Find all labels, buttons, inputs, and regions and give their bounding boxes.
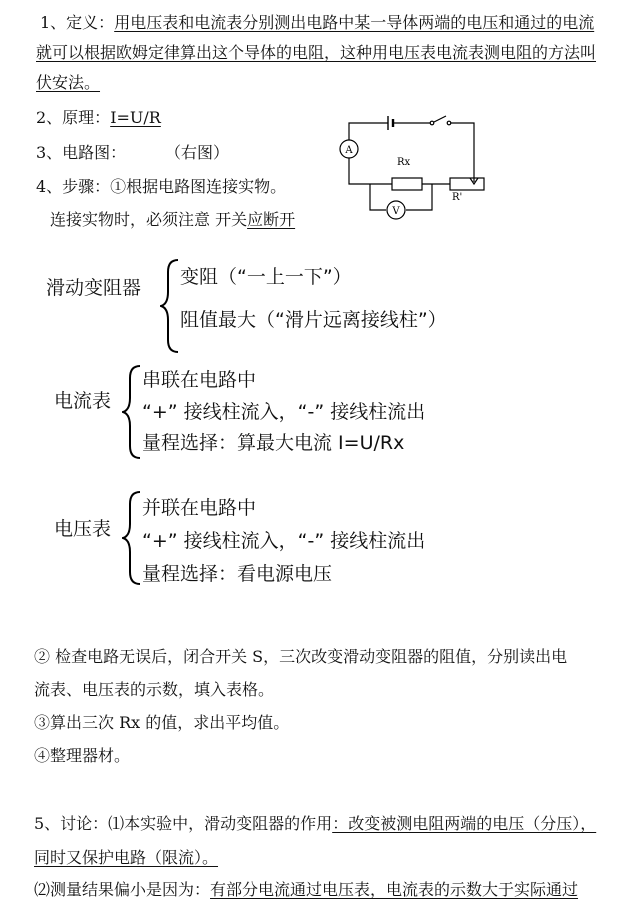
procedure-4: ④整理器材。 bbox=[34, 746, 131, 765]
definition-prefix: 1、定义： bbox=[40, 13, 115, 32]
principle-prefix: 2、原理： bbox=[36, 108, 111, 127]
ammeter-item-1: 串联在电路中 bbox=[142, 369, 257, 391]
voltmeter-brace bbox=[122, 490, 144, 586]
step-4: 4、步骤：①根据电路图连接实物。 bbox=[36, 177, 287, 196]
rheostat-item-2: 阻值最大（“滑片远离接线柱”） bbox=[180, 309, 447, 331]
principle-formula: I=U/R bbox=[110, 108, 161, 127]
procedure-2b: 流表、电压表的示数，填入表格。 bbox=[34, 680, 275, 699]
definition-text-2: 就可以根据欧姆定律算出这个导体的电阻，这种用电压表电流表测电阻的方法叫 bbox=[36, 43, 597, 62]
svg-text:A: A bbox=[345, 145, 353, 156]
voltmeter-item-2: “+” 接线柱流入，“-” 接线柱流出 bbox=[142, 530, 426, 552]
rheostat-label: R' bbox=[452, 192, 463, 203]
voltmeter-title: 电压表 bbox=[54, 518, 112, 540]
connect-note bbox=[50, 210, 295, 230]
discussion-underline-1: ：改变被测电阻两端的电压（分压）， bbox=[332, 814, 597, 833]
procedure-2a: ② 检查电路无误后，闭合开关 S，三次改变滑动变阻器的阻值，分别读出电 bbox=[34, 647, 568, 666]
ammeter-brace bbox=[122, 364, 144, 460]
discussion-prefix: 5、讨论：⑴本实验中，滑动变阻器的作用 bbox=[34, 814, 333, 833]
voltmeter-symbol bbox=[387, 201, 405, 219]
ammeter-item-3: 量程选择：算最大电流 I=U/Rx bbox=[142, 432, 405, 454]
procedure-3: ③算出三次 Rx 的值，求出平均值。 bbox=[34, 713, 290, 732]
svg-text:V: V bbox=[392, 206, 400, 217]
definition-text-1: 用电压表和电流表分别测出电路中某一导体两端的电压和通过的电流 bbox=[114, 13, 595, 32]
discussion-line-1 bbox=[34, 814, 596, 834]
voltmeter-item-1: 并联在电路中 bbox=[142, 497, 257, 519]
rheostat-item-1: 变阻（“一上一下”） bbox=[180, 266, 352, 288]
discussion-underline-2: 同时又保护电路（限流）。 bbox=[34, 848, 219, 867]
voltmeter-item-3: 量程选择：看电源电压 bbox=[142, 563, 333, 585]
rheostat-title: 滑动变阻器 bbox=[46, 277, 142, 299]
circuit-diagram bbox=[330, 112, 495, 237]
resistor-label: Rx bbox=[397, 157, 411, 168]
ammeter-title: 电流表 bbox=[54, 390, 112, 412]
principle-line bbox=[36, 108, 161, 128]
definition-line-1 bbox=[40, 13, 594, 33]
rheostat-brace bbox=[160, 258, 182, 354]
discussion-l2-prefix: ⑵测量结果偏小是因为： bbox=[34, 880, 211, 899]
connect-prefix: 连接实物时，必须注意 开关 bbox=[50, 210, 248, 229]
definition-text-3: 伏安法。 bbox=[36, 73, 101, 92]
circuit-note: （右图） bbox=[165, 143, 230, 162]
discussion-l2-underline: 有部分电流通过电压表，电流表的示数大于实际通过 bbox=[210, 880, 579, 899]
connect-underline: 应断开 bbox=[247, 210, 296, 229]
ammeter-symbol bbox=[340, 140, 358, 158]
ammeter-item-2: “+” 接线柱流入，“-” 接线柱流出 bbox=[142, 401, 426, 423]
circuit-label: 3、电路图： bbox=[36, 143, 127, 162]
discussion-line-2 bbox=[34, 880, 578, 900]
